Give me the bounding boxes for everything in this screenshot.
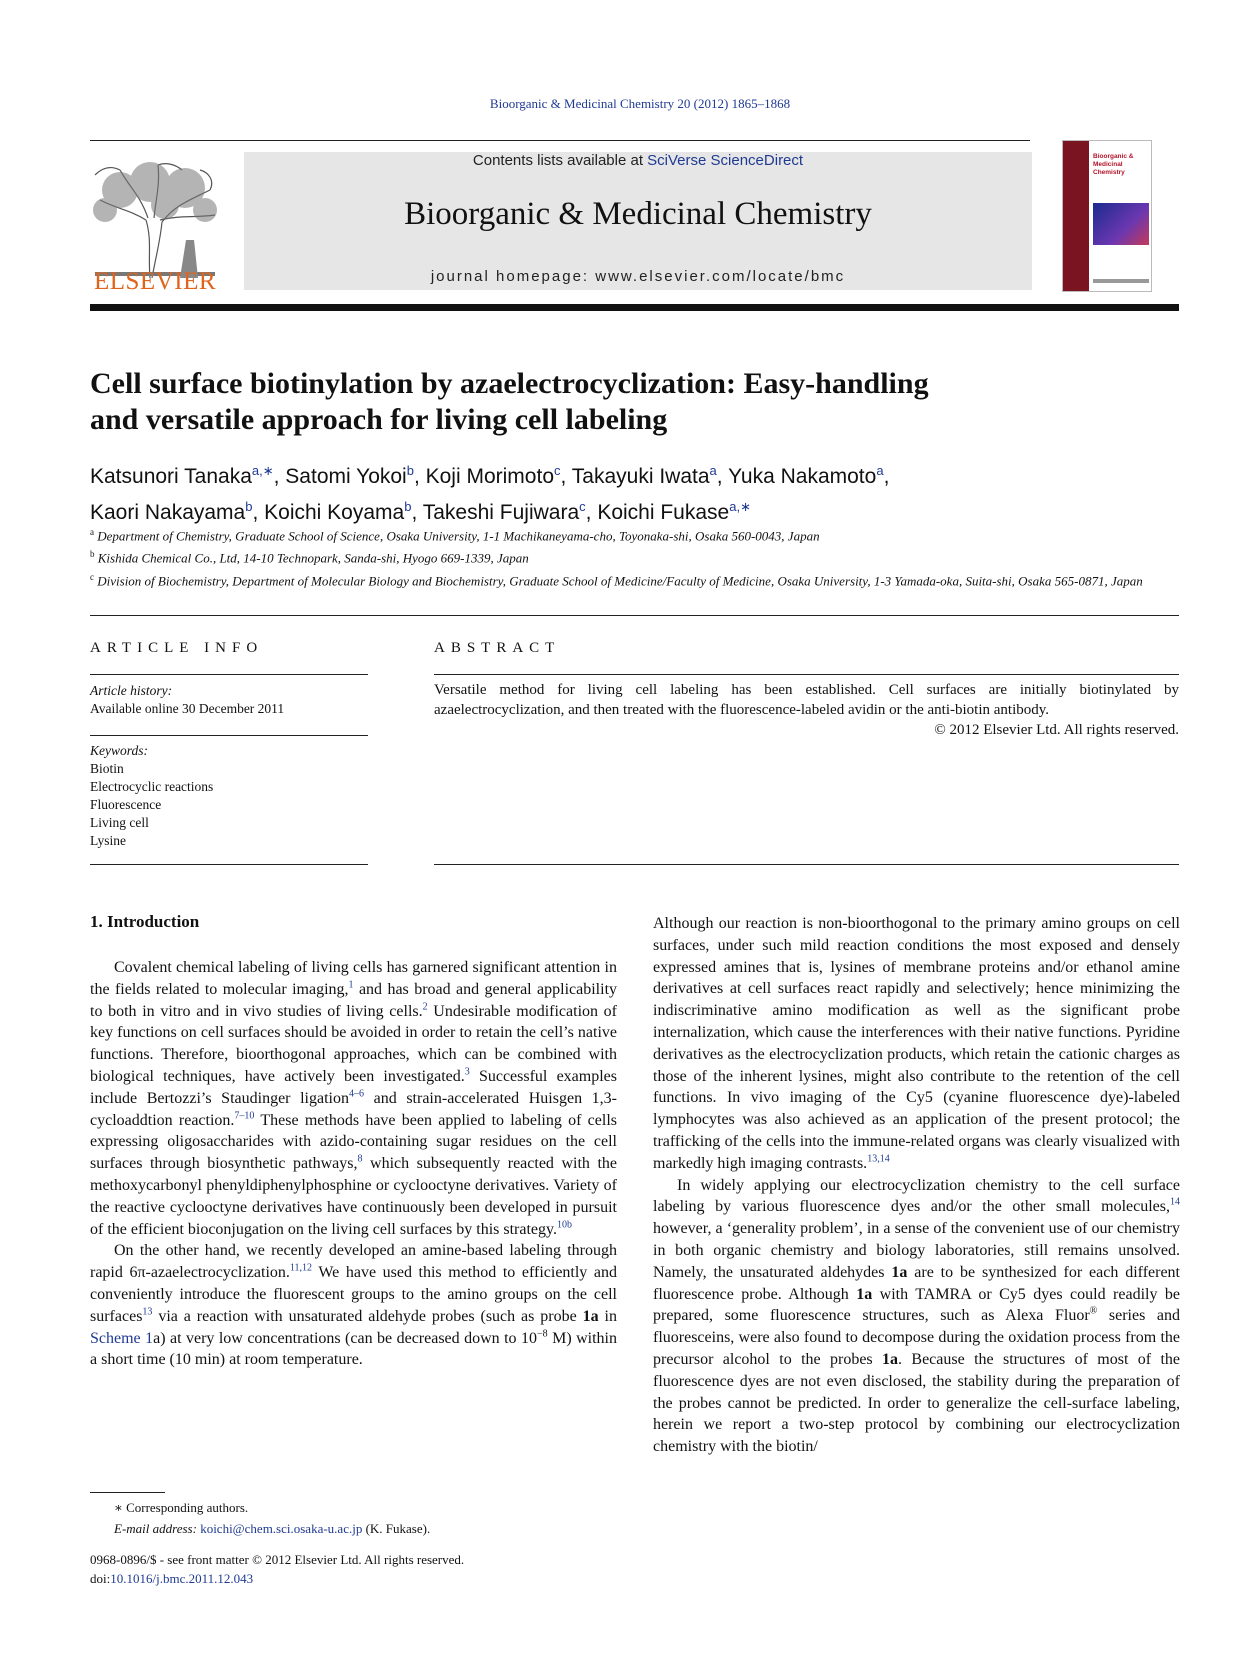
citation-ref[interactable]: 13 [142,1306,153,1318]
article-history [90,682,368,718]
text-run: with TAMRA or Cy5 dyes could readily be prepared, some fluorescence structures, such as Alexa Fluor [653,1285,1181,1325]
citation-ref[interactable]: 13,14 [867,1153,890,1165]
citation-ref[interactable]: 10b [556,1219,572,1231]
header-top-rule [90,140,1030,141]
author-affil-mark[interactable]: a [709,463,717,478]
footnote-rule [90,1492,165,1493]
contents-line [244,152,1032,169]
section-heading: 1. Introduction [90,912,200,931]
cover-title: Bioorganic & Medicinal Chemistry [1093,153,1134,176]
citation-ref[interactable]: 4–6 [349,1088,364,1100]
keyword: Electrocyclic reactions [90,779,214,794]
doi-label: doi: [90,1571,111,1586]
publisher-wordmark: ELSEVIER [93,268,217,295]
affiliation-label: c [90,571,94,582]
text-run: Undesirable modification of key functions on cell surfaces should be avoided in order to retain the cell’s native functions. Therefore, bioorthogonal approaches, which can be combined with biological techniques, have actively been investigated. [90,1002,618,1085]
author: Kaori Nakayama [90,501,246,524]
compound-label: 1a [582,1307,599,1325]
citation-ref[interactable]: 1 [348,979,354,991]
text-run: . Because the structures of most of the fluorescence dyes are not even disclosed, the stability during the preparation of the probes cannot be predicted. In order to generalize the cell-surface labeling, herein we report a two-step protocol by combining our electrocyclization chemistry with the biotin/ [653,1350,1181,1456]
text-run: and strain-accelerated Huisgen 1,3-cycloaddtion reaction. [90,1089,617,1129]
body-column-left [90,957,617,1371]
author: Koji Morimoto [425,465,554,488]
text-run: via a reaction with unsaturated aldehyde probes (such as probe [152,1307,583,1325]
text-run: On the other hand, we recently developed an amine-based labeling through rapid 6π-azaelectrocyclization. [90,1242,617,1282]
doi-link[interactable]: 10.1016/j.bmc.2011.12.043 [110,1571,254,1586]
citation-ref[interactable]: 3 [464,1066,470,1078]
citation-ref[interactable]: 11,12 [289,1262,313,1274]
author-separator: , [413,465,426,488]
keywords-label: Keywords: [90,743,148,758]
author: Koichi Koyama [264,501,405,524]
text-run: however, a ‘generality problem’, in a sense of the convenient use of our chemistry in both organic chemistry and biology laboratories, still remains unsolved. Namely, the unsaturated aldehydes [653,1220,1180,1281]
history-value: Available online 30 December 2011 [90,701,285,716]
article-title [90,366,1090,438]
sciencedirect-link[interactable]: SciVerse ScienceDirect [647,152,804,169]
affiliation-b [90,545,1180,567]
section-rule [90,615,1179,616]
citation-ref[interactable]: 14 [1170,1197,1180,1209]
compound-label: 1a [856,1285,873,1303]
author-affil-mark[interactable]: a,∗ [251,463,274,478]
author-affil-mark[interactable]: c [554,463,561,478]
text-run: M) within a short time (10 min) at room temperature. [90,1329,618,1369]
issn-line: 0968-0896/$ - see front matter © 2012 Elsevier Ltd. All rights reserved. [90,1552,465,1567]
title-line-1: Cell surface biotinylation by azaelectrocyclization: Easy-handling [90,367,929,400]
author: Koichi Fukase [597,501,730,524]
author-affil-mark[interactable]: b [245,499,253,514]
article-info-rule [90,674,368,675]
text-run: Successful examples include Bertozzi’s Staudinger ligation [90,1067,617,1107]
affiliations [90,523,1180,590]
article-info-rule [90,864,368,865]
cover-image [1093,203,1149,245]
article-info-heading: ARTICLE INFO [90,640,264,656]
keyword: Biotin [90,761,124,776]
affiliation-a [90,523,1180,545]
article-info-rule [90,735,368,736]
author-separator: , [883,465,890,488]
affiliation-label: b [90,549,95,560]
author-separator: , [411,501,423,524]
compound-label: 1a [891,1263,908,1281]
journal-homepage[interactable]: journal homepage: www.elsevier.com/locate/bmc [430,268,846,285]
author-affil-mark[interactable]: a,∗ [729,499,751,514]
email-link[interactable]: koichi@chem.sci.osaka-u.ac.jp [200,1521,363,1536]
author-affil-mark[interactable]: b [406,463,414,478]
text-run: These methods have been applied to labeling of cells expressing oligosaccharides with azido-containing sugar residues on the cell surfaces through biosynthetic pathways, [90,1111,617,1173]
paragraph [90,1240,617,1371]
keyword: Fluorescence [90,797,162,812]
author-separator: , [273,465,286,488]
history-label: Article history: [90,683,173,698]
affiliation-text: Kishida Chemical Co., Ltd, 14-10 Technopark, Sanda-shi, Hyogo 669-1339, Japan [97,550,529,566]
registered-mark: ® [1089,1306,1098,1318]
keyword: Lysine [90,833,126,848]
email-label: E-mail address: [114,1521,201,1536]
author-list [90,456,1150,528]
text-run: and has broad and general applicability to both in vitro and in vivo studies of living cells. [90,980,618,1020]
affiliation-text: Department of Chemistry, Graduate School of Science, Osaka University, 1-1 Machikaneyama-cho, Toyonaka-shi, Osaka 560-0043, Japan [97,528,820,544]
footnotes [90,1497,690,1539]
header-thick-rule [90,304,1179,311]
exponent: −8 [537,1328,548,1340]
paragraph [90,957,617,1240]
text-run: In widely applying our electrocyclization chemistry to the cell surface labeling by various fluorescence dyes and/or the other small molecules, [653,1176,1180,1216]
author-separator: , [585,501,598,524]
citation-ref[interactable]: 8 [357,1153,363,1165]
contents-prefix: Contents lists available at [472,152,648,169]
email-suffix: (K. Fukase). [362,1521,431,1536]
keywords-block [90,742,368,850]
paragraph [653,913,1180,1175]
cover-strip [1063,141,1089,291]
text-run: We have used this method to efficiently and conveniently introduce the fluorescent groups to the amino groups on the cell surfaces [90,1264,617,1325]
abstract-rule [434,864,1179,865]
journal-name: Bioorganic & Medicinal Chemistry [404,196,872,232]
author-affil-mark[interactable]: a [876,463,884,478]
citation-ref[interactable]: 7–10 [234,1110,255,1122]
compound-label: 1a [882,1350,899,1368]
abstract-heading: ABSTRACT [434,640,561,656]
title-line-2: and versatile approach for living cell labeling [90,403,668,436]
journal-reference[interactable]: Bioorganic & Medicinal Chemistry 20 (2012) 1865–1868 [489,96,791,111]
author-affil-mark[interactable]: b [404,499,412,514]
bottom-info [90,1550,690,1588]
text-run: a) at very low concentrations (can be decreased down to 10 [153,1329,538,1347]
text-run: Covalent chemical labeling of living cells has garnered significant attention in the fields related to molecular imaging, [90,959,617,998]
email-note [90,1518,690,1539]
text-run: which subsequently reacted with the methoxycarbonyl phenyldiphenylphosphine or cyclooctyne derivatives. Variety of the reactive cyclooctyne derivatives have continuously been developed in pursuit of the efficient bioconjugation on the living cell surfaces by this strategy. [90,1155,618,1238]
text-run: in [598,1307,617,1325]
author: Satomi Yokoi [285,465,407,488]
affiliation-c [90,568,1180,590]
abstract-copyright: © 2012 Elsevier Ltd. All rights reserved. [934,722,1179,738]
author-separator: , [252,501,265,524]
author: Katsunori Tanaka [90,465,252,488]
journal-cover-thumbnail[interactable] [1062,140,1152,292]
keyword: Living cell [90,815,149,830]
body-column-right [653,913,1180,1458]
abstract-rule [434,674,1179,675]
author: Yuka Nakamoto [728,465,877,488]
citation-ref[interactable]: 2 [422,1001,428,1013]
text-run: are to be synthesized for each different fluorescence probe. Although [653,1263,1180,1303]
author: Takeshi Fujiwara [422,501,580,524]
doi-line [90,1569,690,1588]
author-separator: , [560,465,572,488]
corresponding-note: ∗ Corresponding authors. [114,1500,249,1515]
affiliation-text: Division of Biochemistry, Department of Molecular Biology and Biochemistry, Graduate School of Medicine/Faculty of Medicine, Osaka University, 1-3 Yamada-oka, Suita-shi, Osaka 565-0871, Japan [97,572,1143,588]
affiliation-label: a [90,527,94,537]
text-run: Although our reaction is non-bioorthogonal to the primary amino groups on cell surfaces, under such mild reaction conditions the most exposed and densely expressed amines that is, lysines of membrane proteins and/or ethanol amine derivatives at cell surfaces react rapidly and selectively; hence minimizing the indiscriminative amino modification as well as the significant probe internalization, which cause the interferences with their native functions. Pyridine derivatives as the electrocyclization products, which retain the cationic charges as those of the inherent lysines, might also contribute to the retention of the cell functions. In vivo imaging of the Cy5 (cyanine fluorescence dye)-labeled lymphocytes was also achieved as an application of the present protocol; the trafficking of the cells into the immune-related organs was clearly visualized with markedly high imaging contrasts. [653,915,1180,1172]
abstract-text: Versatile method for living cell labeling has been established. Cell surfaces are initially biotinylated by azaelectrocyclization, and then treated with the fluorescence-labeled avidin or the anti-biotin antibody. [434,682,1179,718]
author-separator: , [716,465,729,488]
journal-banner [244,152,1032,290]
author: Takayuki Iwata [571,465,710,488]
author-affil-mark[interactable]: c [579,499,586,514]
cover-footer-bar [1093,279,1149,283]
paragraph [653,1175,1180,1458]
scheme-link[interactable]: Scheme 1 [90,1329,154,1347]
text-run: series and fluoresceins, were also found to decompose during the oxidation process from the precursor alcohol to the probes [653,1307,1181,1368]
